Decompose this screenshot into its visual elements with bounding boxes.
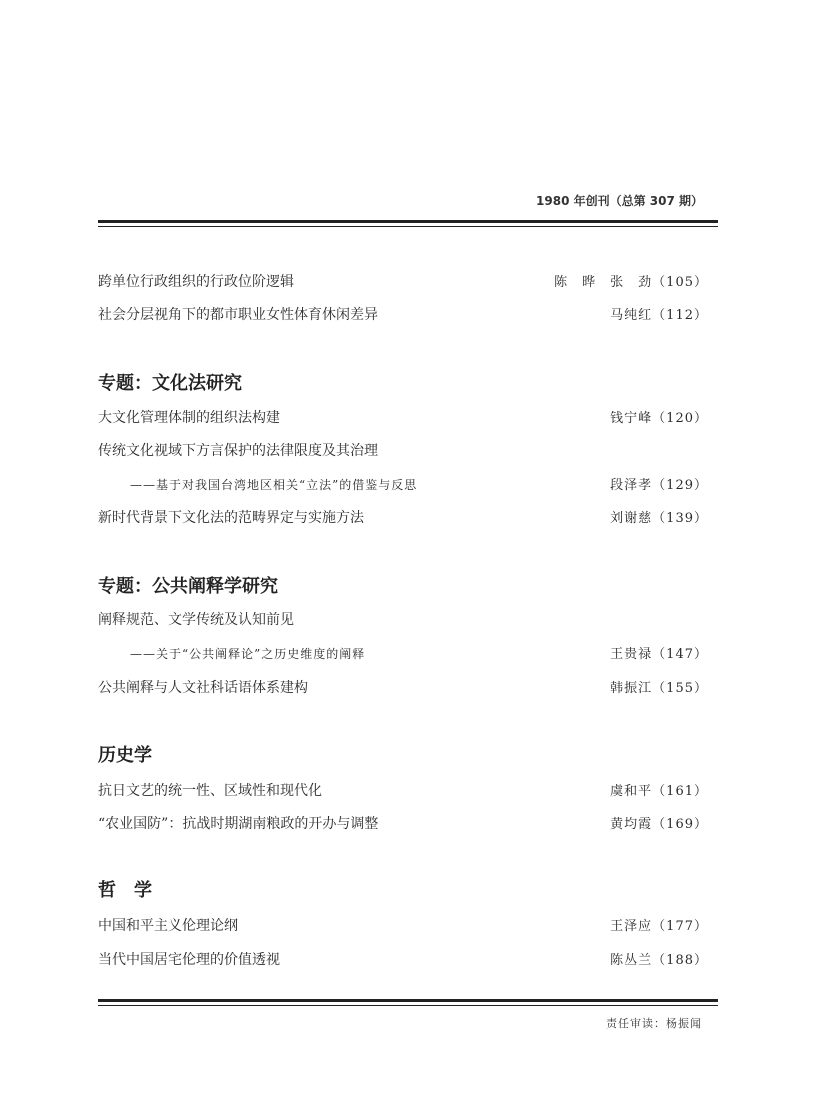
section-heading: 哲 学: [98, 880, 152, 901]
article-page: （112）: [652, 308, 708, 323]
article-authors: 王贵禄: [610, 647, 653, 662]
toc-entry: [98, 272, 708, 292]
article-authors: 虞和平: [610, 784, 653, 799]
article-title: 新时代背景下文化法的范畴界定与实施方法: [98, 510, 364, 526]
toc-entry: [98, 408, 708, 428]
article-byline: [610, 782, 708, 802]
article-byline: [610, 409, 708, 429]
article-byline: [554, 273, 708, 293]
article-authors: 王泽应: [610, 919, 653, 934]
toc-entry: [98, 916, 708, 936]
article-title: 大文化管理体制的组织法构建: [98, 410, 280, 426]
article-authors: 马纯红: [610, 308, 653, 323]
article-title: 社会分层视角下的都市职业女性体育休闲差异: [98, 307, 378, 323]
article-page: （105）: [652, 275, 708, 290]
top-double-rule: [98, 220, 718, 223]
article-page: （177）: [652, 919, 708, 934]
article-page: （188）: [652, 953, 708, 968]
article-title: 公共阐释与人文社科话语体系建构: [98, 680, 308, 696]
article-byline: [610, 476, 708, 496]
article-title: 当代中国居宅伦理的价值透视: [98, 952, 280, 968]
toc-entry-subtitle-line: [98, 475, 708, 495]
article-page: （155）: [652, 681, 708, 696]
article-authors: 段泽孝: [610, 478, 653, 493]
article-page: （147）: [652, 647, 708, 662]
toc-entry: [98, 508, 708, 528]
toc-entry: [98, 781, 708, 801]
toc-entry: [98, 814, 708, 834]
article-title: 抗日文艺的统一性、区域性和现代化: [98, 783, 322, 799]
toc-entry: [98, 441, 708, 461]
article-title: 传统文化视域下方言保护的法律限度及其治理: [98, 443, 378, 459]
toc-entry: [98, 950, 708, 970]
article-page: （120）: [652, 411, 708, 426]
article-title: 中国和平主义伦理论纲: [98, 918, 238, 934]
article-byline: [610, 815, 708, 835]
article-title: 跨单位行政组织的行政位阶逻辑: [98, 274, 294, 290]
article-page: （129）: [652, 478, 708, 493]
article-title: “农业国防”：抗战时期湖南粮政的开办与调整: [98, 816, 379, 832]
responsible-reviewer-note: 责任审读：杨振闻: [606, 1017, 702, 1030]
article-byline: [610, 951, 708, 971]
toc-entry: [98, 678, 708, 698]
article-subtitle: ——基于对我国台湾地区相关“立法”的借鉴与反思: [130, 478, 418, 492]
article-page: （161）: [652, 784, 708, 799]
section-heading: 专题：文化法研究: [98, 373, 242, 394]
article-page: （139）: [652, 511, 708, 526]
toc-entry: [98, 610, 708, 630]
article-byline: [610, 509, 708, 529]
article-byline: [610, 645, 708, 665]
toc-entry-subtitle-line: [98, 644, 708, 664]
journal-founding-note: 1980 年创刊（总第 307 期）: [536, 194, 703, 208]
article-page: （169）: [652, 817, 708, 832]
article-byline: [610, 679, 708, 699]
section-heading: 专题：公共阐释学研究: [98, 576, 278, 597]
article-byline: [610, 306, 708, 326]
article-authors: 刘谢慈: [610, 511, 653, 526]
article-authors: 陈丛兰: [610, 953, 653, 968]
section-heading: 历史学: [98, 745, 152, 766]
bottom-double-rule: [98, 999, 718, 1002]
article-byline: [610, 917, 708, 937]
toc-entry: [98, 305, 708, 325]
article-authors: 钱宁峰: [610, 411, 653, 426]
article-subtitle: ——关于“公共阐释论”之历史维度的阐释: [130, 647, 366, 661]
article-authors: 黄均霞: [610, 817, 653, 832]
article-authors: 韩振江: [610, 681, 653, 696]
article-authors: 陈 晔 张 劲: [554, 275, 653, 290]
article-title: 阐释规范、文学传统及认知前见: [98, 612, 294, 628]
